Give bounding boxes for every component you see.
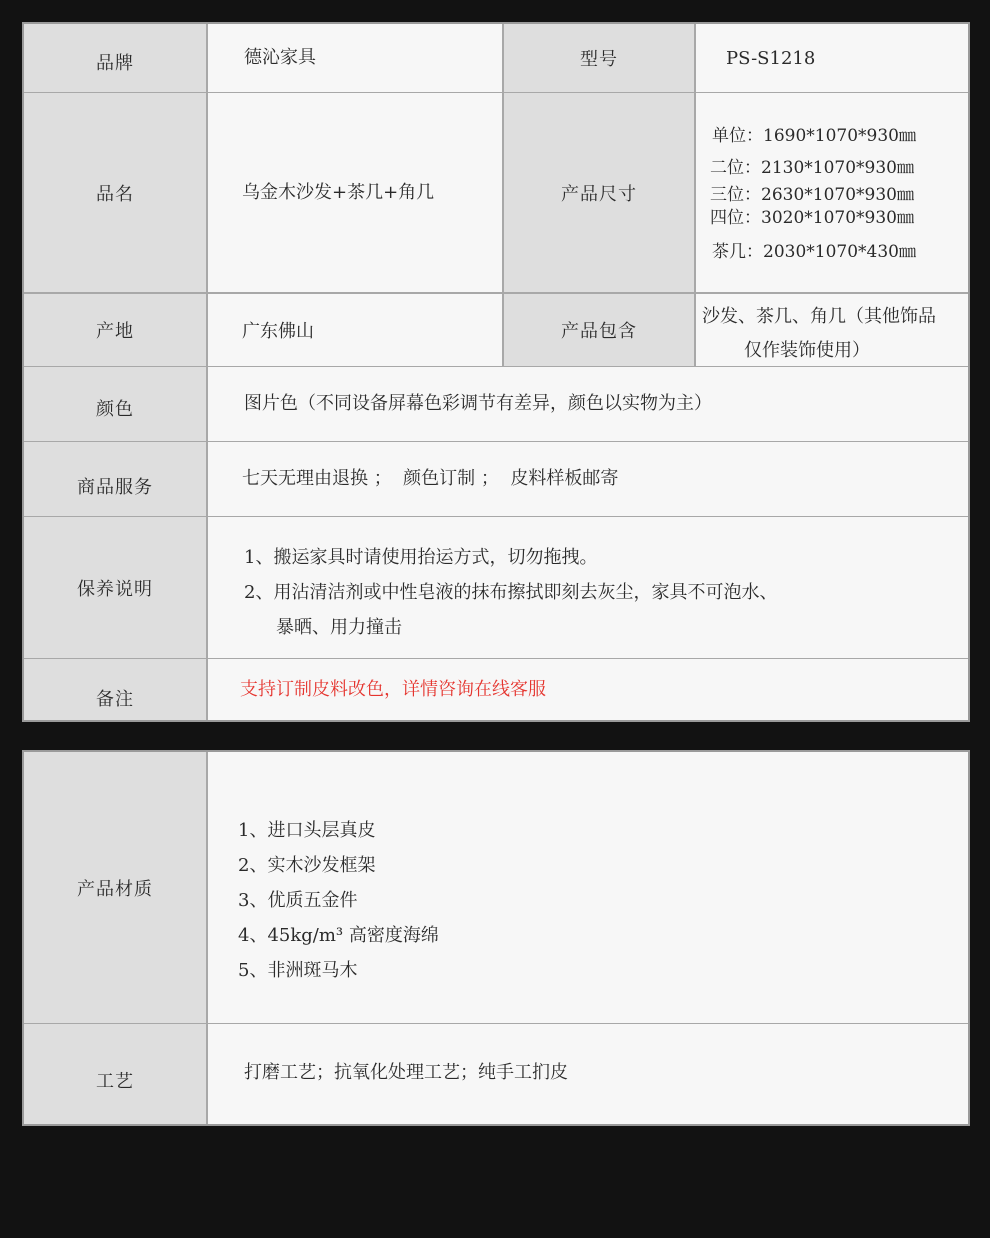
spec-table bbox=[22, 22, 970, 722]
brand-value bbox=[206, 24, 502, 92]
material-row bbox=[24, 752, 968, 1024]
origin-label: 产地 bbox=[24, 294, 206, 366]
brand-row bbox=[24, 24, 968, 93]
contents-label: 产品包含 bbox=[502, 294, 694, 366]
size-line-single: 单位：1690*1070*930㎜ bbox=[712, 126, 916, 146]
material-value bbox=[206, 752, 968, 1023]
name-label: 品名 bbox=[24, 93, 206, 292]
brand-label: 品牌 bbox=[24, 24, 206, 92]
craft-value bbox=[206, 1024, 968, 1124]
material-line-4: 4、45kg/m³ 高密度海绵 bbox=[238, 925, 439, 946]
origin-text: 广东佛山 bbox=[242, 321, 314, 342]
size-line-quad: 四位：3020*1070*930㎜ bbox=[710, 208, 914, 228]
size-label: 产品尺寸 bbox=[502, 93, 694, 292]
color-text: 图片色（不同设备屏幕色彩调节有差异，颜色以实物为主） bbox=[244, 393, 712, 414]
remark-value bbox=[206, 659, 968, 720]
name-value bbox=[206, 93, 502, 292]
craft-row bbox=[24, 1024, 968, 1124]
model-value bbox=[694, 24, 968, 92]
care-line-3: 暴晒、用力撞击 bbox=[276, 617, 402, 638]
craft-text: 打磨工艺；抗氧化处理工艺；纯手工扪皮 bbox=[244, 1062, 568, 1083]
name-row bbox=[24, 93, 968, 294]
color-label: 颜色 bbox=[24, 367, 206, 441]
care-row bbox=[24, 517, 968, 659]
service-value bbox=[206, 442, 968, 516]
material-table bbox=[22, 750, 970, 1126]
material-line-2: 2、实木沙发框架 bbox=[238, 855, 376, 876]
contents-line-2: 仅作装饰使用） bbox=[744, 340, 870, 361]
service-label: 商品服务 bbox=[24, 442, 206, 516]
material-line-1: 1、进口头层真皮 bbox=[238, 820, 376, 841]
material-label: 产品材质 bbox=[24, 752, 206, 1023]
model-text: PS-S1218 bbox=[726, 47, 816, 69]
name-text: 乌金木沙发+茶几+角几 bbox=[242, 181, 435, 203]
color-row bbox=[24, 367, 968, 442]
size-line-coffee-table: 茶几：2030*1070*430㎜ bbox=[712, 242, 916, 262]
size-line-triple: 三位：2630*1070*930㎜ bbox=[710, 185, 914, 205]
material-line-5: 5、非洲斑马木 bbox=[238, 960, 358, 981]
brand-text: 德沁家具 bbox=[244, 47, 316, 68]
origin-row bbox=[24, 294, 968, 367]
care-label: 保养说明 bbox=[24, 517, 206, 658]
size-line-double: 二位：2130*1070*930㎜ bbox=[710, 158, 914, 178]
service-text: 七天无理由退换 ； 颜色订制 ； 皮料样板邮寄 bbox=[242, 468, 619, 489]
craft-label: 工艺 bbox=[24, 1024, 206, 1124]
model-label: 型号 bbox=[502, 24, 694, 92]
care-line-2: 2、用沾清洁剂或中性皂液的抹布擦拭即刻去灰尘，家具不可泡水、 bbox=[244, 582, 778, 603]
contents-value bbox=[694, 294, 968, 366]
material-line-3: 3、优质五金件 bbox=[238, 890, 358, 911]
remark-text: 支持订制皮料改色，详情咨询在线客服 bbox=[240, 678, 546, 700]
care-line-1: 1、搬运家具时请使用抬运方式，切勿拖拽。 bbox=[244, 547, 598, 568]
origin-value bbox=[206, 294, 502, 366]
remark-row bbox=[24, 659, 968, 720]
contents-line-1: 沙发、茶几、角几（其他饰品 bbox=[702, 306, 936, 327]
color-value bbox=[206, 367, 968, 441]
remark-label: 备注 bbox=[24, 659, 206, 720]
size-value bbox=[694, 93, 968, 292]
care-value bbox=[206, 517, 968, 658]
service-row bbox=[24, 442, 968, 517]
